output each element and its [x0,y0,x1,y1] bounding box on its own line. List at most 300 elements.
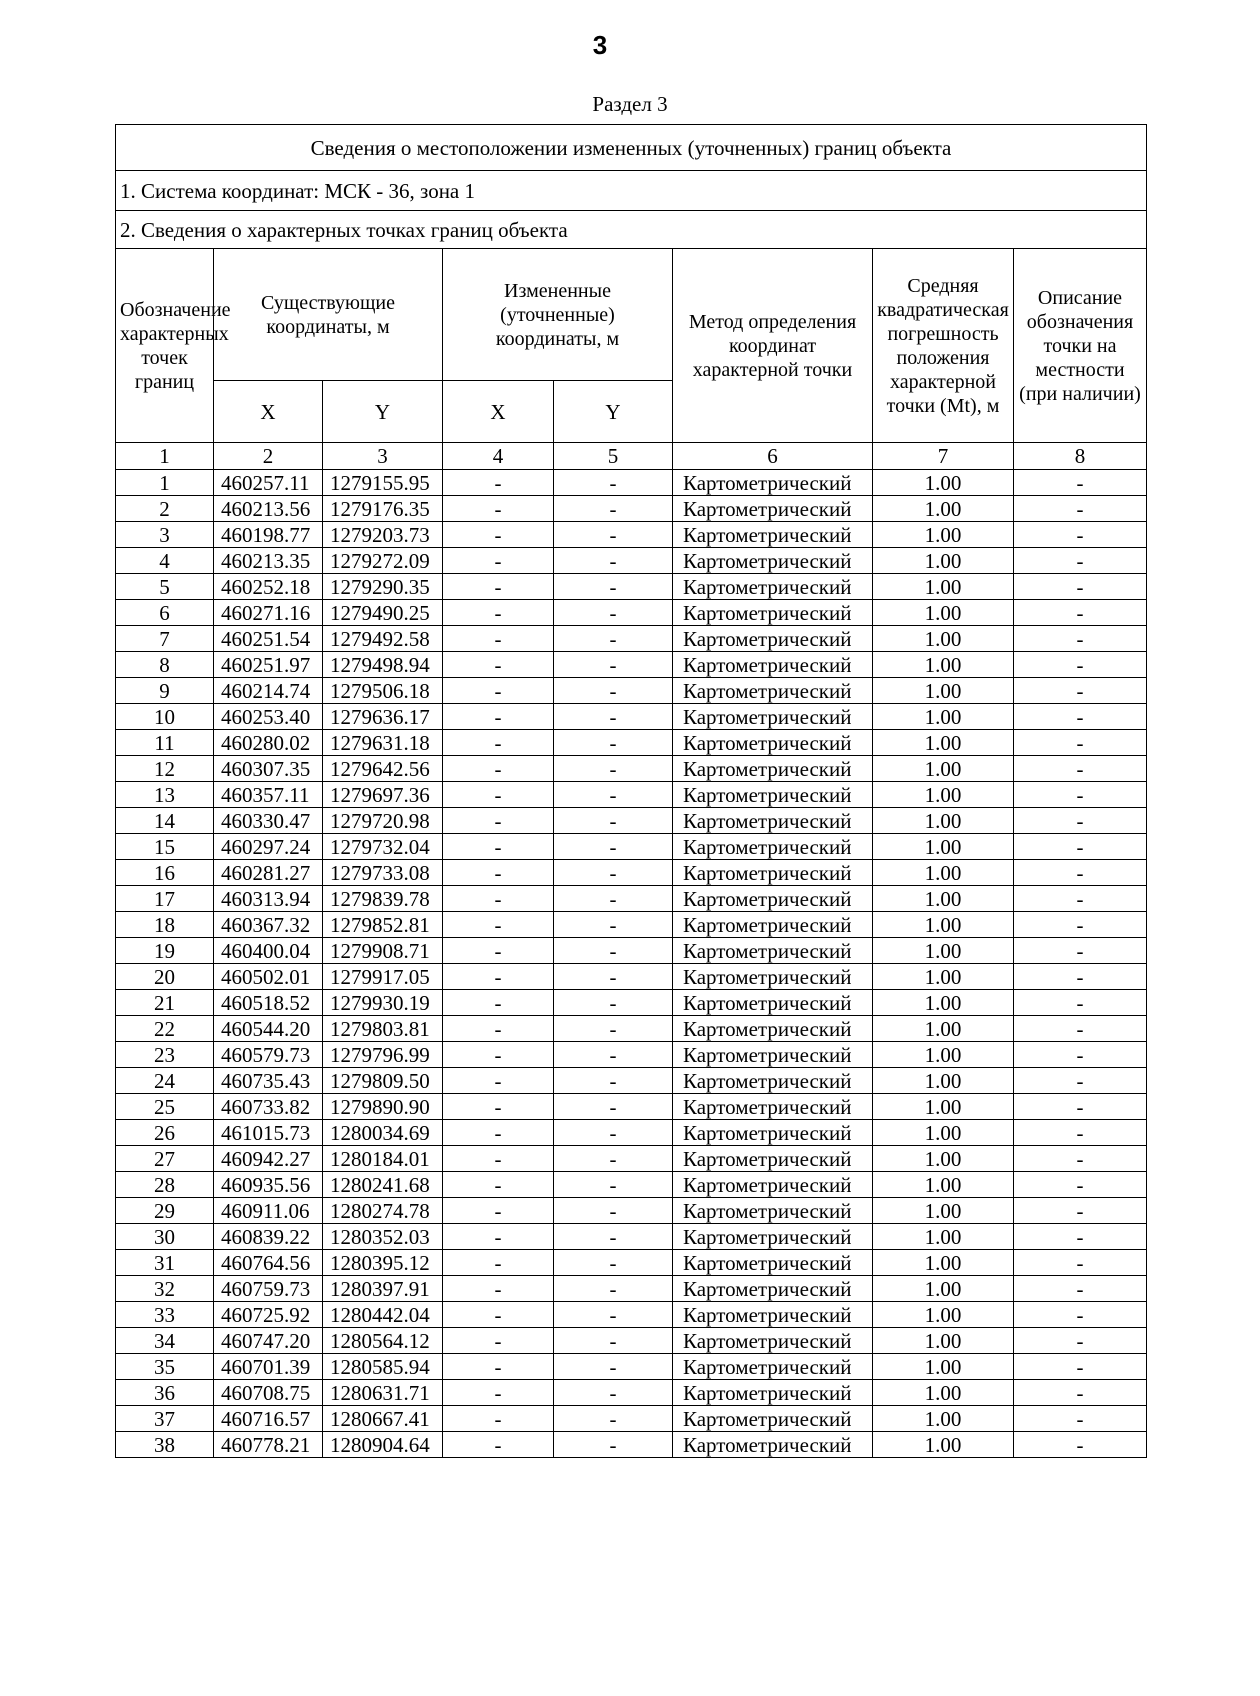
point-number-cell: 16 [116,860,214,886]
changed-x-cell: - [443,678,554,704]
table-row [116,1172,1147,1198]
changed-y-cell: - [554,1406,673,1432]
mean-error-cell: 1.00 [873,678,1014,704]
table-row [116,1224,1147,1250]
existing-x-cell: 460280.02 [214,730,323,756]
description-cell: - [1014,860,1147,886]
mean-error-cell: 1.00 [873,600,1014,626]
existing-y-cell: 1279290.35 [323,574,443,600]
existing-x-cell: 460313.94 [214,886,323,912]
method-cell: Картометрический [673,678,873,704]
description-cell: - [1014,1354,1147,1380]
changed-y-cell: - [554,912,673,938]
existing-x-cell: 460502.01 [214,964,323,990]
header-changed-y: Y [554,381,673,443]
description-cell: - [1014,1146,1147,1172]
changed-y-cell: - [554,1328,673,1354]
changed-x-cell: - [443,1328,554,1354]
description-cell: - [1014,938,1147,964]
table-row [116,600,1147,626]
existing-y-cell: 1279631.18 [323,730,443,756]
existing-x-cell: 460307.35 [214,756,323,782]
point-number-cell: 21 [116,990,214,1016]
description-cell: - [1014,834,1147,860]
existing-y-cell: 1280564.12 [323,1328,443,1354]
changed-y-cell: - [554,1224,673,1250]
column-number-row [116,443,1147,470]
column-number: 2 [214,443,323,470]
changed-x-cell: - [443,1276,554,1302]
table-row [116,626,1147,652]
method-cell: Картометрический [673,1120,873,1146]
mean-error-cell: 1.00 [873,1328,1014,1354]
existing-y-cell: 1279908.71 [323,938,443,964]
existing-x-cell: 460251.97 [214,652,323,678]
mean-error-cell: 1.00 [873,496,1014,522]
description-cell: - [1014,1068,1147,1094]
changed-y-cell: - [554,1172,673,1198]
changed-y-cell: - [554,1120,673,1146]
mean-error-cell: 1.00 [873,1042,1014,1068]
existing-x-cell: 460271.16 [214,600,323,626]
changed-x-cell: - [443,1172,554,1198]
mean-error-cell: 1.00 [873,1120,1014,1146]
existing-x-cell: 460701.39 [214,1354,323,1380]
changed-y-cell: - [554,1198,673,1224]
changed-x-cell: - [443,834,554,860]
mean-error-cell: 1.00 [873,964,1014,990]
description-cell: - [1014,704,1147,730]
description-cell: - [1014,496,1147,522]
changed-y-cell: - [554,1146,673,1172]
changed-y-cell: - [554,964,673,990]
changed-x-cell: - [443,730,554,756]
method-cell: Картометрический [673,782,873,808]
description-cell: - [1014,886,1147,912]
description-cell: - [1014,1380,1147,1406]
description-cell: - [1014,1276,1147,1302]
changed-x-cell: - [443,626,554,652]
existing-y-cell: 1280241.68 [323,1172,443,1198]
table-row [116,964,1147,990]
existing-y-cell: 1279720.98 [323,808,443,834]
changed-x-cell: - [443,652,554,678]
changed-x-cell: - [443,1354,554,1380]
existing-y-cell: 1280904.64 [323,1432,443,1458]
existing-x-cell: 460213.35 [214,548,323,574]
changed-x-cell: - [443,886,554,912]
description-cell: - [1014,964,1147,990]
description-cell: - [1014,1016,1147,1042]
changed-x-cell: - [443,1120,554,1146]
existing-x-cell: 460400.04 [214,938,323,964]
changed-x-cell: - [443,522,554,548]
changed-y-cell: - [554,678,673,704]
existing-x-cell: 460708.75 [214,1380,323,1406]
coordinate-system: 1. Система координат: МСК - 36, зона 1 [116,171,1147,211]
changed-x-cell: - [443,1302,554,1328]
mean-error-cell: 1.00 [873,1016,1014,1042]
method-cell: Картометрический [673,1328,873,1354]
description-cell: - [1014,730,1147,756]
method-cell: Картометрический [673,1250,873,1276]
table-row [116,756,1147,782]
changed-x-cell: - [443,1146,554,1172]
existing-x-cell: 460935.56 [214,1172,323,1198]
existing-y-cell: 1279176.35 [323,496,443,522]
description-cell: - [1014,912,1147,938]
point-number-cell: 25 [116,1094,214,1120]
point-number-cell: 36 [116,1380,214,1406]
points-section-title: 2. Сведения о характерных точках границ объекта [116,211,1147,249]
points-table-body [116,470,1147,1458]
description-cell: - [1014,1224,1147,1250]
point-number-cell: 15 [116,834,214,860]
point-number-cell: 9 [116,678,214,704]
description-cell: - [1014,756,1147,782]
table-row [116,1198,1147,1224]
method-cell: Картометрический [673,730,873,756]
changed-x-cell: - [443,912,554,938]
point-number-cell: 4 [116,548,214,574]
existing-x-cell: 460518.52 [214,990,323,1016]
changed-y-cell: - [554,1250,673,1276]
description-cell: - [1014,1172,1147,1198]
existing-x-cell: 461015.73 [214,1120,323,1146]
changed-x-cell: - [443,860,554,886]
existing-y-cell: 1280667.41 [323,1406,443,1432]
point-number-cell: 20 [116,964,214,990]
changed-y-cell: - [554,470,673,496]
changed-x-cell: - [443,756,554,782]
column-number: 8 [1014,443,1147,470]
description-cell: - [1014,782,1147,808]
point-number-cell: 32 [116,1276,214,1302]
existing-x-cell: 460252.18 [214,574,323,600]
existing-x-cell: 460747.20 [214,1328,323,1354]
table-row [116,1406,1147,1432]
mean-error-cell: 1.00 [873,886,1014,912]
method-cell: Картометрический [673,1172,873,1198]
method-cell: Картометрический [673,1094,873,1120]
mean-error-cell: 1.00 [873,990,1014,1016]
method-cell: Картометрический [673,834,873,860]
mean-error-cell: 1.00 [873,834,1014,860]
existing-x-cell: 460253.40 [214,704,323,730]
point-number-cell: 7 [116,626,214,652]
method-cell: Картометрический [673,756,873,782]
table-row [116,1302,1147,1328]
table-row [116,1328,1147,1354]
method-cell: Картометрический [673,1198,873,1224]
mean-error-cell: 1.00 [873,1432,1014,1458]
mean-error-cell: 1.00 [873,808,1014,834]
changed-y-cell: - [554,886,673,912]
changed-y-cell: - [554,600,673,626]
changed-y-cell: - [554,1302,673,1328]
mean-error-cell: 1.00 [873,470,1014,496]
mean-error-cell: 1.00 [873,1276,1014,1302]
mean-error-cell: 1.00 [873,756,1014,782]
table-row [116,886,1147,912]
mean-error-cell: 1.00 [873,1068,1014,1094]
existing-x-cell: 460735.43 [214,1068,323,1094]
changed-y-cell: - [554,1094,673,1120]
existing-y-cell: 1279733.08 [323,860,443,886]
table-row [116,1016,1147,1042]
existing-y-cell: 1279803.81 [323,1016,443,1042]
changed-y-cell: - [554,1068,673,1094]
existing-x-cell: 460839.22 [214,1224,323,1250]
table-row [116,548,1147,574]
point-number-cell: 6 [116,600,214,626]
method-cell: Картометрический [673,522,873,548]
table-row [116,522,1147,548]
point-number-cell: 11 [116,730,214,756]
changed-x-cell: - [443,574,554,600]
existing-y-cell: 1279917.05 [323,964,443,990]
existing-x-cell: 460579.73 [214,1042,323,1068]
existing-y-cell: 1279732.04 [323,834,443,860]
existing-y-cell: 1280397.91 [323,1276,443,1302]
header-existing-coords: Существующие координаты, м [214,249,443,381]
existing-y-cell: 1280184.01 [323,1146,443,1172]
description-cell: - [1014,600,1147,626]
existing-x-cell: 460357.11 [214,782,323,808]
changed-y-cell: - [554,938,673,964]
method-cell: Картометрический [673,1380,873,1406]
changed-x-cell: - [443,1432,554,1458]
mean-error-cell: 1.00 [873,1198,1014,1224]
existing-x-cell: 460764.56 [214,1250,323,1276]
changed-x-cell: - [443,1016,554,1042]
changed-x-cell: - [443,1198,554,1224]
changed-x-cell: - [443,990,554,1016]
table-row [116,1276,1147,1302]
existing-y-cell: 1279636.17 [323,704,443,730]
point-number-cell: 26 [116,1120,214,1146]
table-row [116,1146,1147,1172]
description-cell: - [1014,1120,1147,1146]
existing-x-cell: 460367.32 [214,912,323,938]
method-cell: Картометрический [673,548,873,574]
method-cell: Картометрический [673,496,873,522]
table-row [116,1042,1147,1068]
method-cell: Картометрический [673,1406,873,1432]
description-cell: - [1014,1406,1147,1432]
changed-x-cell: - [443,496,554,522]
point-number-cell: 8 [116,652,214,678]
changed-y-cell: - [554,990,673,1016]
point-number-cell: 5 [116,574,214,600]
point-number-cell: 34 [116,1328,214,1354]
description-cell: - [1014,522,1147,548]
method-cell: Картометрический [673,1276,873,1302]
changed-x-cell: - [443,782,554,808]
description-cell: - [1014,1198,1147,1224]
changed-y-cell: - [554,1354,673,1380]
changed-x-cell: - [443,470,554,496]
changed-y-cell: - [554,1016,673,1042]
mean-error-cell: 1.00 [873,1406,1014,1432]
point-number-cell: 10 [116,704,214,730]
existing-x-cell: 460544.20 [214,1016,323,1042]
table-row [116,938,1147,964]
description-cell: - [1014,808,1147,834]
point-number-cell: 29 [116,1198,214,1224]
changed-x-cell: - [443,704,554,730]
existing-y-cell: 1279852.81 [323,912,443,938]
section-title: Раздел 3 [592,92,668,116]
header-error: Средняя квадратическая погрешность положения характерной точки (Mt), м [873,249,1014,443]
header-designation: Обозначение характерных точек границ [116,249,214,443]
method-cell: Картометрический [673,1016,873,1042]
mean-error-cell: 1.00 [873,938,1014,964]
table-row [116,730,1147,756]
changed-y-cell: - [554,834,673,860]
table-row [116,808,1147,834]
point-number-cell: 23 [116,1042,214,1068]
existing-y-cell: 1280274.78 [323,1198,443,1224]
method-cell: Картометрический [673,704,873,730]
existing-y-cell: 1279930.19 [323,990,443,1016]
existing-y-cell: 1279809.50 [323,1068,443,1094]
changed-y-cell: - [554,626,673,652]
existing-x-cell: 460942.27 [214,1146,323,1172]
changed-x-cell: - [443,1380,554,1406]
table-row [116,912,1147,938]
point-number-cell: 31 [116,1250,214,1276]
mean-error-cell: 1.00 [873,1250,1014,1276]
changed-x-cell: - [443,1250,554,1276]
changed-x-cell: - [443,548,554,574]
description-cell: - [1014,626,1147,652]
point-number-cell: 35 [116,1354,214,1380]
table-row [116,1068,1147,1094]
point-number-cell: 13 [116,782,214,808]
existing-y-cell: 1280352.03 [323,1224,443,1250]
table-row [116,1094,1147,1120]
existing-x-cell: 460716.57 [214,1406,323,1432]
table-row [116,470,1147,496]
changed-x-cell: - [443,938,554,964]
changed-x-cell: - [443,964,554,990]
existing-y-cell: 1279697.36 [323,782,443,808]
existing-y-cell: 1279272.09 [323,548,443,574]
description-cell: - [1014,990,1147,1016]
point-number-cell: 12 [116,756,214,782]
existing-y-cell: 1279506.18 [323,678,443,704]
column-number: 4 [443,443,554,470]
description-cell: - [1014,1042,1147,1068]
table-row [116,1120,1147,1146]
existing-y-cell: 1280442.04 [323,1302,443,1328]
point-number-cell: 24 [116,1068,214,1094]
point-number-cell: 28 [116,1172,214,1198]
description-cell: - [1014,470,1147,496]
changed-x-cell: - [443,1094,554,1120]
table-row [116,990,1147,1016]
table-row [116,652,1147,678]
existing-y-cell: 1279642.56 [323,756,443,782]
point-number-cell: 19 [116,938,214,964]
mean-error-cell: 1.00 [873,860,1014,886]
existing-y-cell: 1279155.95 [323,470,443,496]
changed-y-cell: - [554,704,673,730]
changed-y-cell: - [554,1276,673,1302]
changed-x-cell: - [443,1224,554,1250]
existing-y-cell: 1279203.73 [323,522,443,548]
mean-error-cell: 1.00 [873,704,1014,730]
mean-error-cell: 1.00 [873,730,1014,756]
mean-error-cell: 1.00 [873,548,1014,574]
changed-y-cell: - [554,1380,673,1406]
column-number: 5 [554,443,673,470]
method-cell: Картометрический [673,808,873,834]
existing-x-cell: 460330.47 [214,808,323,834]
changed-x-cell: - [443,600,554,626]
method-cell: Картометрический [673,626,873,652]
description-cell: - [1014,1250,1147,1276]
changed-x-cell: - [443,1068,554,1094]
mean-error-cell: 1.00 [873,1380,1014,1406]
changed-y-cell: - [554,522,673,548]
method-cell: Картометрический [673,964,873,990]
boundary-points-table [115,124,1147,1458]
mean-error-cell: 1.00 [873,1354,1014,1380]
existing-y-cell: 1280631.71 [323,1380,443,1406]
point-number-cell: 2 [116,496,214,522]
existing-x-cell: 460911.06 [214,1198,323,1224]
method-cell: Картометрический [673,1146,873,1172]
mean-error-cell: 1.00 [873,1172,1014,1198]
description-cell: - [1014,1094,1147,1120]
description-cell: - [1014,1328,1147,1354]
mean-error-cell: 1.00 [873,652,1014,678]
existing-y-cell: 1279492.58 [323,626,443,652]
point-number-cell: 22 [116,1016,214,1042]
changed-y-cell: - [554,756,673,782]
method-cell: Картометрический [673,938,873,964]
table-row [116,1380,1147,1406]
column-number: 7 [873,443,1014,470]
method-cell: Картометрический [673,1042,873,1068]
existing-y-cell: 1279839.78 [323,886,443,912]
table-row [116,1354,1147,1380]
column-number: 1 [116,443,214,470]
changed-y-cell: - [554,1042,673,1068]
table-row [116,574,1147,600]
mean-error-cell: 1.00 [873,574,1014,600]
header-existing-x: X [214,381,323,443]
description-cell: - [1014,548,1147,574]
header-changed-coords: Измененные (уточненные) координаты, м [443,249,673,381]
description-cell: - [1014,652,1147,678]
table-row [116,1250,1147,1276]
mean-error-cell: 1.00 [873,522,1014,548]
description-cell: - [1014,1302,1147,1328]
point-number-cell: 33 [116,1302,214,1328]
description-cell: - [1014,574,1147,600]
table-row [116,782,1147,808]
table-row [116,496,1147,522]
header-changed-x: X [443,381,554,443]
table-row [116,678,1147,704]
method-cell: Картометрический [673,912,873,938]
existing-y-cell: 1279796.99 [323,1042,443,1068]
table-row [116,704,1147,730]
existing-x-cell: 460778.21 [214,1432,323,1458]
